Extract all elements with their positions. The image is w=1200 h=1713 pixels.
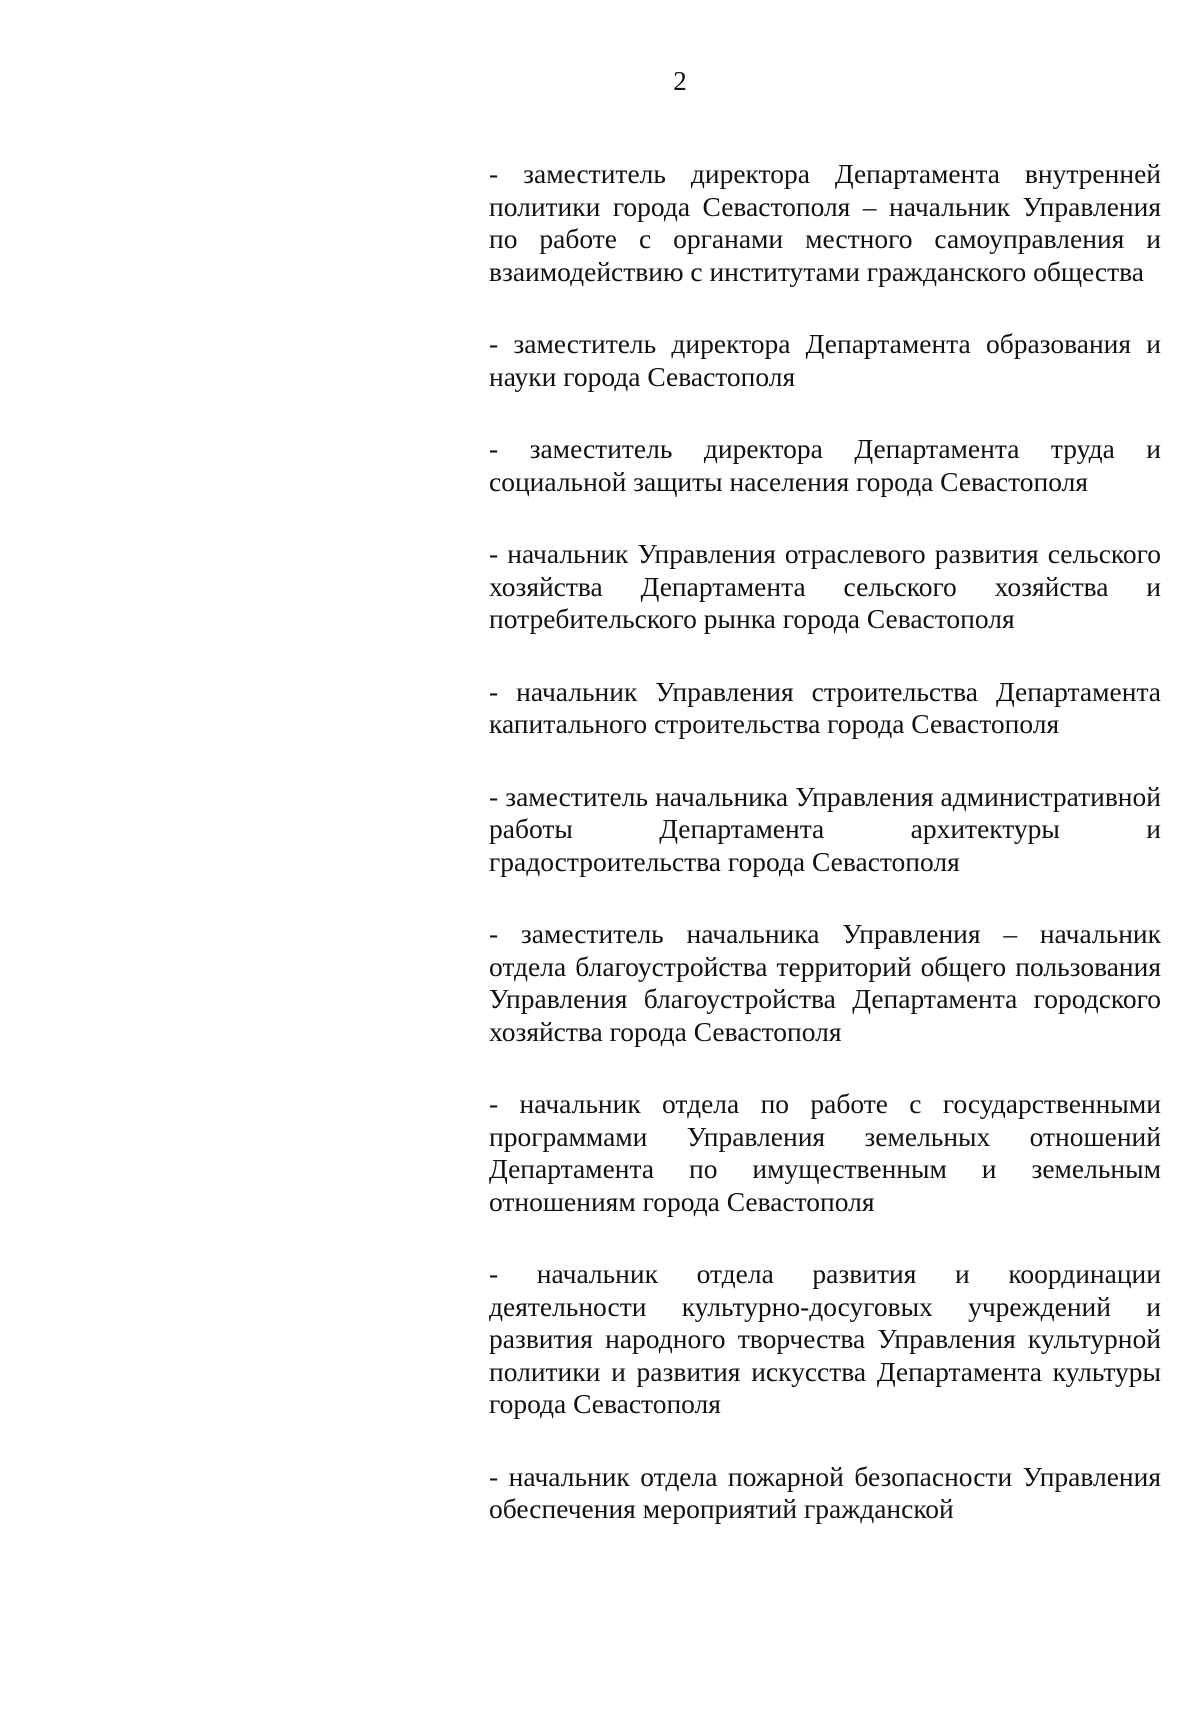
list-item: - начальник отдела развития и координации деятельности культурно-досуговых учреждений и развития народного творчества Управления культурной политики и развития искусства Департамента культуры города Севастополя: [489, 1258, 1161, 1419]
list-item: - заместитель директора Департамента образования и науки города Севастополя: [489, 328, 1161, 392]
list-item: - начальник отдела по работе с государственными программами Управления земельных отношений Департамента по имущественным и земельным отношениям города Севастополя: [489, 1088, 1161, 1217]
list-item: - начальник Управления строительства Департамента капитального строительства города Севастополя: [489, 675, 1161, 739]
list-item: - заместитель начальника Управления – начальник отдела благоустройства территорий общего пользования Управления благоустройства Департамента городского хозяйства города Севастополя: [489, 918, 1161, 1047]
scan-artifact: [1140, 1705, 1200, 1713]
list-item: - начальник Управления отраслевого развития сельского хозяйства Департамента сельского хозяйства и потребительского рынка города Севастополя: [489, 538, 1161, 634]
list-item: - заместитель начальника Управления административной работы Департамента архитектуры и градостроительства города Севастополя: [489, 780, 1161, 877]
page-number: 2: [673, 66, 687, 96]
list-item: - начальник отдела пожарной безопасности Управления обеспечения мероприятий гражданской: [489, 1460, 1161, 1524]
list-item: - заместитель директора Департамента труда и социальной защиты населения города Севастополя: [489, 433, 1161, 497]
list-item: - заместитель директора Департамента внутренней политики города Севастополя – начальник Управления по работе с органами местного самоуправления и взаимодействию с институтами гражданского общества: [489, 158, 1161, 287]
position-list: [489, 158, 1161, 1526]
